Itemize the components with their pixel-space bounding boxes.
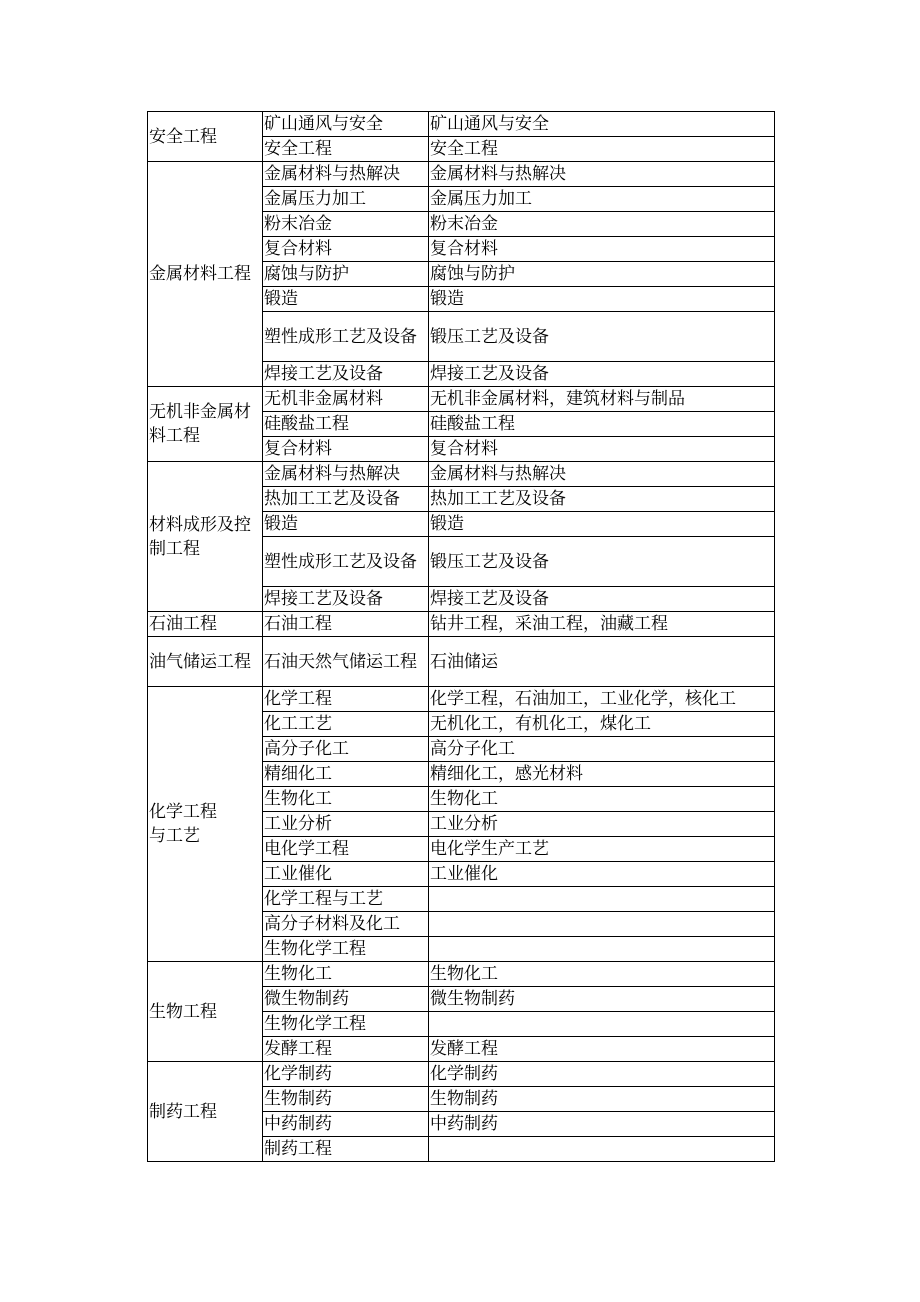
major-cell: 生物化学工程	[263, 937, 429, 962]
table-row	[148, 687, 775, 712]
major-cell: 中药制药	[263, 1112, 429, 1137]
category-label: 油气储运工程	[149, 651, 251, 672]
old-major-cell: 金属材料与热解决	[429, 162, 775, 187]
old-major-cell: 化学工程，石油加工，工业化学，核化工	[429, 687, 775, 712]
major-cell: 化学工程	[263, 687, 429, 712]
category-cell	[148, 162, 263, 387]
category-label: 生物工程	[149, 1001, 217, 1022]
major-cell: 石油天然气储运工程	[263, 637, 429, 687]
major-cell: 制药工程	[263, 1137, 429, 1162]
category-label: 无机非金属材料工程	[149, 402, 251, 446]
old-major-cell: 锻造	[429, 512, 775, 537]
major-cell: 塑性成形工艺及设备	[263, 537, 429, 587]
major-cell: 焊接工艺及设备	[263, 587, 429, 612]
major-cell: 塑性成形工艺及设备	[263, 312, 429, 362]
major-cell: 复合材料	[263, 237, 429, 262]
table-row	[148, 162, 775, 187]
table-row	[148, 462, 775, 487]
major-cell: 复合材料	[263, 437, 429, 462]
table-row	[148, 387, 775, 412]
old-major-cell: 粉末冶金	[429, 212, 775, 237]
category-cell	[148, 112, 263, 162]
old-major-cell: 钻井工程，采油工程，油藏工程	[429, 612, 775, 637]
old-major-cell: 复合材料	[429, 237, 775, 262]
old-major-cell: 焊接工艺及设备	[429, 362, 775, 387]
old-major-cell: 锻压工艺及设备	[429, 537, 775, 587]
category-label: 安全工程	[149, 126, 217, 147]
category-label: 材料成形及控制工程	[149, 514, 251, 559]
old-major-cell: 锻造	[429, 287, 775, 312]
old-major-cell: 中药制药	[429, 1112, 775, 1137]
major-table-body	[148, 112, 775, 1162]
old-major-cell	[429, 1012, 775, 1037]
old-major-cell: 微生物制药	[429, 987, 775, 1012]
major-cell: 生物化工	[263, 962, 429, 987]
old-major-cell: 锻压工艺及设备	[429, 312, 775, 362]
old-major-cell	[429, 912, 775, 937]
major-cell: 电化学工程	[263, 837, 429, 862]
major-cell: 腐蚀与防护	[263, 262, 429, 287]
old-major-cell	[429, 887, 775, 912]
category-cell	[148, 462, 263, 612]
major-cell: 锻造	[263, 287, 429, 312]
major-cell: 金属压力加工	[263, 187, 429, 212]
category-cell	[148, 612, 263, 637]
major-cell: 硅酸盐工程	[263, 412, 429, 437]
category-cell	[148, 962, 263, 1062]
major-cell: 无机非金属材料	[263, 387, 429, 412]
category-cell	[148, 687, 263, 962]
table-row	[148, 962, 775, 987]
old-major-cell: 生物化工	[429, 787, 775, 812]
major-cell: 金属材料与热解决	[263, 162, 429, 187]
major-cell: 化学工程与工艺	[263, 887, 429, 912]
table-row	[148, 1062, 775, 1087]
major-cell: 发酵工程	[263, 1037, 429, 1062]
old-major-cell	[429, 1137, 775, 1162]
old-major-cell: 无机化工，有机化工，煤化工	[429, 712, 775, 737]
major-cell: 高分子材料及化工	[263, 912, 429, 937]
category-label: 石油工程	[149, 614, 217, 634]
old-major-cell: 腐蚀与防护	[429, 262, 775, 287]
table-row	[148, 112, 775, 137]
old-major-cell: 精细化工，感光材料	[429, 762, 775, 787]
major-cell: 焊接工艺及设备	[263, 362, 429, 387]
old-major-cell	[429, 937, 775, 962]
old-major-cell: 复合材料	[429, 437, 775, 462]
old-major-cell: 矿山通风与安全	[429, 112, 775, 137]
old-major-cell: 石油储运	[429, 637, 775, 687]
major-cell: 锻造	[263, 512, 429, 537]
old-major-cell: 热加工工艺及设备	[429, 487, 775, 512]
category-label: 化学工程与工艺	[149, 802, 217, 846]
table-row	[148, 637, 775, 687]
major-cell: 石油工程	[263, 612, 429, 637]
old-major-cell: 金属材料与热解决	[429, 462, 775, 487]
major-cell: 生物化工	[263, 787, 429, 812]
category-cell	[148, 1062, 263, 1162]
old-major-cell: 硅酸盐工程	[429, 412, 775, 437]
major-catalog-table	[147, 111, 775, 1162]
old-major-cell: 发酵工程	[429, 1037, 775, 1062]
old-major-cell: 高分子化工	[429, 737, 775, 762]
major-cell: 化学制药	[263, 1062, 429, 1087]
major-cell: 工业分析	[263, 812, 429, 837]
old-major-cell: 工业催化	[429, 862, 775, 887]
old-major-cell: 金属压力加工	[429, 187, 775, 212]
major-cell: 高分子化工	[263, 737, 429, 762]
major-cell: 微生物制药	[263, 987, 429, 1012]
major-cell: 生物化学工程	[263, 1012, 429, 1037]
old-major-cell: 工业分析	[429, 812, 775, 837]
table-row	[148, 612, 775, 637]
major-cell: 矿山通风与安全	[263, 112, 429, 137]
major-cell: 化工工艺	[263, 712, 429, 737]
category-cell	[148, 387, 263, 462]
category-label: 制药工程	[149, 1101, 217, 1122]
major-cell: 精细化工	[263, 762, 429, 787]
old-major-cell: 电化学生产工艺	[429, 837, 775, 862]
old-major-cell: 焊接工艺及设备	[429, 587, 775, 612]
old-major-cell: 化学制药	[429, 1062, 775, 1087]
category-label: 金属材料工程	[149, 264, 251, 284]
old-major-cell: 生物化工	[429, 962, 775, 987]
major-cell: 金属材料与热解决	[263, 462, 429, 487]
old-major-cell: 安全工程	[429, 137, 775, 162]
major-cell: 安全工程	[263, 137, 429, 162]
old-major-cell: 无机非金属材料，建筑材料与制品	[429, 387, 775, 412]
old-major-cell: 生物制药	[429, 1087, 775, 1112]
category-cell	[148, 637, 263, 687]
major-cell: 粉末冶金	[263, 212, 429, 237]
major-cell: 工业催化	[263, 862, 429, 887]
major-cell: 生物制药	[263, 1087, 429, 1112]
major-cell: 热加工工艺及设备	[263, 487, 429, 512]
